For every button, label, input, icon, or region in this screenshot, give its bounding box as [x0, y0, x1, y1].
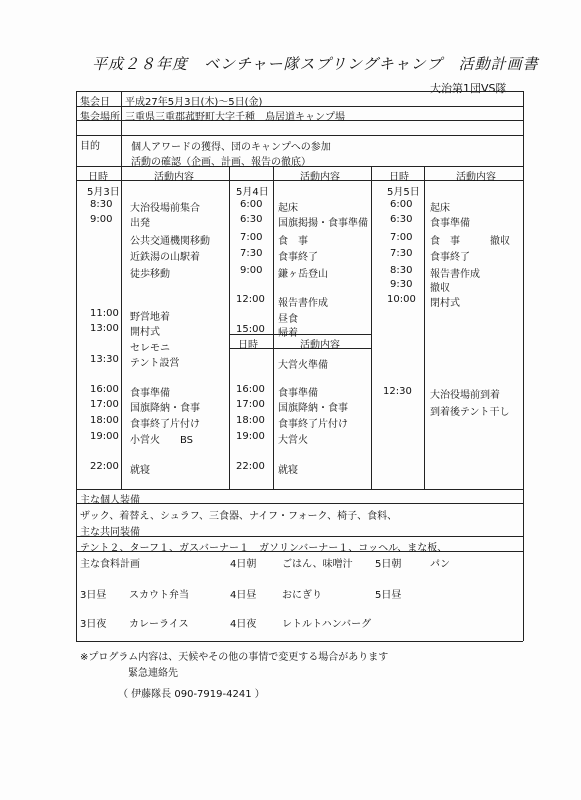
day3-activity: 閉村式 [430, 298, 460, 309]
day1-time: 11:00 [90, 308, 119, 319]
day2-time: 6:00 [240, 199, 263, 210]
personal-equipment-list: ザック、着替え、シュラフ、三食器、ナイフ・フォーク、椅子、食料、 [80, 511, 398, 522]
day2-time: 18:00 [236, 415, 265, 426]
food-meal: 4日朝 [230, 559, 257, 570]
day1-time: 8:30 [90, 199, 113, 210]
day3-time: 12:30 [383, 386, 412, 397]
day1-activity: 国旗降納・食事 [130, 403, 200, 414]
col-header-activity-1: 活動内容 [154, 172, 194, 183]
day1-activity: 小営火 BS [130, 435, 194, 446]
col-header-activity-3: 活動内容 [456, 172, 496, 183]
gathering-date-value: 平成27年5月3日(木)～5日(金) [125, 97, 263, 108]
day2-time: 9:00 [240, 265, 263, 276]
organization-label: 大治第1団VS隊 [430, 82, 507, 95]
day2-time: 19:00 [236, 431, 265, 442]
food-menu: レトルトハンバーグ [282, 619, 372, 630]
day3-time: 7:30 [390, 248, 413, 259]
day3-time: 7:00 [390, 232, 413, 243]
day2-time: 15:00 [236, 324, 265, 335]
day2-time: 22:00 [236, 461, 265, 472]
food-plan-label: 主な食料計画 [80, 559, 140, 570]
day3-activity: 到着後テント干し [430, 407, 510, 418]
day2-activity: 食事準備 [278, 388, 318, 399]
food-meal: 3日夜 [80, 619, 107, 630]
day1-time: 19:00 [90, 431, 119, 442]
day2-activity: 帰着 [278, 328, 298, 339]
day1-time: 9:00 [90, 214, 113, 225]
gathering-place-label: 集会場所 [80, 112, 120, 123]
food-menu: おにぎり [282, 590, 322, 601]
day1-time: 13:30 [90, 354, 119, 365]
day1-activity: 近鉄湯の山駅着 [130, 252, 200, 263]
gathering-place-value: 三重県三重郡菰野町大字千種 鳥居道キャンプ場 [125, 112, 345, 123]
food-menu: カレーライス [129, 619, 189, 630]
day2-time: 6:30 [240, 214, 263, 225]
day2-activity: 国旗降納・食事 [278, 403, 348, 414]
day1-time: 22:00 [90, 461, 119, 472]
food-meal: 4日昼 [230, 590, 257, 601]
col-header-time-3: 日時 [389, 172, 409, 183]
day2-time: 16:00 [236, 384, 265, 395]
day3-activity: 大治役場前到着 [430, 390, 500, 401]
day1-activity: 食事終了片付け [130, 419, 200, 430]
gathering-date-label: 集会日 [80, 97, 110, 108]
day1-date: 5月3日 [87, 187, 120, 198]
day3-activity: 食事準備 [430, 218, 470, 229]
shared-equipment-label: 主な共同装備 [80, 527, 140, 538]
food-meal: 5日朝 [375, 559, 402, 570]
day2-time: 17:00 [236, 399, 265, 410]
personal-equipment-label: 主な個人装備 [80, 495, 140, 506]
food-menu: ごはん、味噌汁 [282, 559, 353, 570]
day3-activity: 食事終了 [430, 252, 470, 263]
day2-time: 7:30 [240, 248, 263, 259]
day3-activity: 撤収 [430, 283, 450, 294]
day1-activity: 公共交通機関移動 [130, 236, 210, 247]
col-header-activity-2: 活動内容 [300, 172, 340, 183]
food-meal: 5日昼 [375, 590, 402, 601]
day2-activity: 鎌ヶ岳登山 [278, 269, 328, 280]
food-meal: 3日昼 [80, 590, 107, 601]
purpose-line-1: 個人アワードの獲得、団のキャンプへの参加 [131, 142, 331, 153]
day2-activity: 食事終了片付け [278, 419, 348, 430]
col-header-activity-2b: 活動内容 [300, 340, 340, 351]
day1-activity: 就寝 [130, 465, 150, 476]
food-meal: 4日夜 [230, 619, 257, 630]
day2-time: 7:00 [240, 232, 263, 243]
day3-time: 10:00 [387, 294, 416, 305]
shared-equipment-list: テント２、ターフ１、ガスバーナー１ ガソリンバーナー１、コッヘル、まな板、 [80, 543, 448, 554]
day2-activity: 報告書作成 [278, 298, 328, 309]
day2-date: 5月4日 [236, 187, 269, 198]
day3-activity: 起床 [430, 203, 450, 214]
day1-activity: テント設営 [130, 358, 180, 369]
purpose-label: 目的 [80, 141, 100, 152]
day1-time: 13:00 [90, 323, 119, 334]
day3-date: 5月5日 [387, 187, 420, 198]
day1-time: 16:00 [90, 384, 119, 395]
day2-activity: 就寝 [278, 465, 298, 476]
day1-activity: 野営地着 [130, 312, 170, 323]
page-title: 平成２８年度 ベンチャー隊スプリングキャンプ 活動計画書 [92, 55, 539, 73]
day2-activity: 国旗掲揚・食事準備 [278, 218, 368, 229]
day1-time: 17:00 [90, 399, 119, 410]
day1-activity: 徒歩移動 [130, 269, 170, 280]
day2-activity: 食 事 [278, 236, 308, 247]
program-note: ※プログラム内容は、天候やその他の事情で変更する場合があります [80, 652, 389, 663]
col-header-time-2: 日時 [238, 340, 258, 351]
purpose-line-2: 活動の確認（企画、計画、報告の徹底） [131, 157, 311, 168]
day2-activity: 大営火準備 [278, 360, 328, 371]
day1-activity: 出発 [130, 218, 150, 229]
emergency-contact-label: 緊急連絡先 [128, 668, 178, 679]
day2-activity: 食事終了 [278, 252, 318, 263]
day2-activity: 昼食 [278, 314, 298, 325]
food-menu: スカウト弁当 [129, 590, 189, 601]
day3-activity: 食 事 撤収 [430, 236, 510, 247]
day1-activity: 開村式 [130, 327, 160, 338]
emergency-contact: （ 伊藤隊長 090-7919-4241 ） [118, 689, 265, 700]
day1-activity: セレモニ [130, 343, 170, 354]
day2-activity: 起床 [278, 203, 298, 214]
food-menu: パン [430, 559, 450, 570]
day1-time: 18:00 [90, 415, 119, 426]
day3-time: 9:30 [390, 279, 413, 290]
day3-activity: 報告書作成 [430, 269, 480, 280]
day1-activity: 食事準備 [130, 388, 170, 399]
day3-time: 6:00 [390, 199, 413, 210]
day2-time: 12:00 [236, 294, 265, 305]
day1-activity: 大治役場前集合 [130, 203, 200, 214]
day3-time: 8:30 [390, 265, 413, 276]
day2-activity: 大営火 [278, 435, 308, 446]
col-header-time-1: 日時 [88, 172, 108, 183]
day3-time: 6:30 [390, 214, 413, 225]
